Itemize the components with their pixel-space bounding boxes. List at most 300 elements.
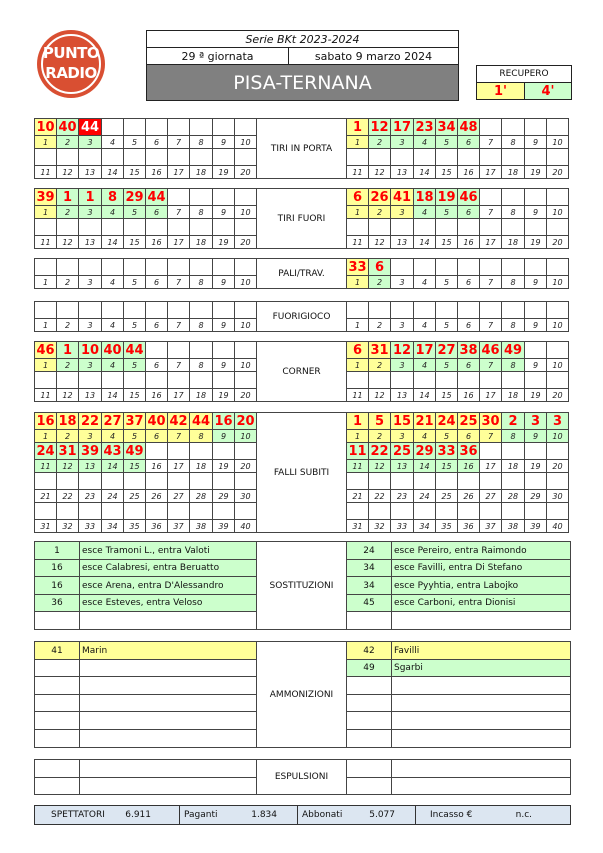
left-slot-number: 6: [145, 429, 168, 443]
right-slot-number: 15: [435, 459, 458, 473]
right-event-minute: [368, 301, 391, 319]
right-event-minute: 11: [346, 442, 369, 460]
left-slot-number: 11: [34, 459, 57, 473]
right-event-minute: [546, 371, 569, 389]
right-event-minute: [524, 118, 547, 136]
right-event-minute: [501, 371, 525, 389]
left-slot-number: 20: [234, 459, 257, 473]
left-slot-number: 8: [189, 135, 213, 149]
section-label: AMMONIZIONI: [256, 641, 347, 748]
left-slot-number: 5: [123, 358, 146, 372]
right-event-minute: 3: [524, 412, 547, 430]
left-event-text: [79, 777, 257, 795]
logo-line2: RADIO: [45, 64, 97, 82]
right-event-minute: [413, 502, 436, 520]
left-event-minute: [123, 371, 146, 389]
right-event-minute: [546, 341, 569, 359]
left-slot-number: 1: [34, 358, 57, 372]
right-event-minute: 25: [457, 412, 480, 430]
right-slot-number: 40: [546, 519, 569, 533]
right-slot-number: 6: [457, 275, 480, 289]
left-event-minute: [145, 502, 168, 520]
right-slot-number: 5: [435, 358, 458, 372]
right-slot-number: 29: [524, 489, 547, 503]
right-slot-number: 6: [457, 205, 480, 219]
right-slot-number: 9: [524, 135, 547, 149]
right-slot-number: 20: [546, 165, 569, 179]
right-event-minute: [413, 148, 436, 166]
right-slot-number: 9: [524, 275, 547, 289]
left-event-minute: [34, 371, 57, 389]
left-event-text: [79, 729, 257, 748]
right-event-minute: 12: [390, 341, 414, 359]
right-slot-number: 19: [524, 459, 547, 473]
right-event-minute: [479, 218, 502, 236]
right-slot-number: 1: [346, 135, 369, 149]
left-event-minute: [167, 218, 190, 236]
left-slot-number: 3: [78, 135, 102, 149]
right-event-minute: 26: [368, 188, 391, 206]
right-event-minute: [390, 218, 414, 236]
right-event-text: [391, 694, 571, 712]
right-event-minute: 33: [346, 258, 369, 276]
right-event-minute: [501, 148, 525, 166]
left-event-minute: 1: [56, 341, 79, 359]
right-slot-number: 5: [435, 429, 458, 443]
left-event-minute: [34, 676, 80, 695]
left-slot-number: 13: [78, 459, 102, 473]
left-event-minute: 46: [34, 341, 57, 359]
left-event-minute: [167, 148, 190, 166]
right-event-minute: [368, 371, 391, 389]
left-event-minute: [167, 301, 190, 319]
left-event-minute: [56, 502, 79, 520]
left-event-minute: [189, 218, 213, 236]
left-slot-number: 14: [101, 388, 124, 402]
right-slot-number: 7: [479, 135, 502, 149]
left-event-minute: [34, 777, 80, 795]
left-event-minute: [234, 341, 257, 359]
right-slot-number: 35: [435, 519, 458, 533]
right-event-minute: [546, 218, 569, 236]
right-event-minute: [457, 218, 480, 236]
left-event-minute: 27: [101, 412, 124, 430]
recupero-label: RECUPERO: [476, 65, 572, 83]
right-event-minute: 15: [390, 412, 414, 430]
right-event-minute: [479, 442, 502, 460]
left-slot-number: 10: [234, 318, 257, 332]
right-event-minute: 2: [501, 412, 525, 430]
left-slot-number: 9: [212, 275, 235, 289]
left-event-minute: 31: [56, 442, 79, 460]
left-slot-number: 12: [56, 235, 79, 249]
left-event-minute: [34, 148, 57, 166]
left-slot-number: 18: [189, 459, 213, 473]
left-event-minute: [145, 258, 168, 276]
right-event-minute: [501, 258, 525, 276]
right-slot-number: 1: [346, 358, 369, 372]
recupero-second-half: 4': [524, 82, 572, 100]
right-slot-number: 9: [524, 429, 547, 443]
left-slot-number: 35: [123, 519, 146, 533]
right-slot-number: 32: [368, 519, 391, 533]
right-event-minute: [501, 502, 525, 520]
right-event-minute: [546, 442, 569, 460]
left-event-minute: [123, 472, 146, 490]
left-slot-number: 20: [234, 165, 257, 179]
right-slot-number: 3: [390, 358, 414, 372]
left-slot-number: 17: [167, 388, 190, 402]
left-event-text: [79, 759, 257, 778]
left-slot-number: 5: [123, 135, 146, 149]
right-event-minute: [368, 218, 391, 236]
left-event-minute: [189, 258, 213, 276]
right-event-minute: [479, 148, 502, 166]
right-event-minute: 19: [435, 188, 458, 206]
right-event-text: Favilli: [391, 641, 571, 660]
left-event-text: [79, 694, 257, 712]
left-event-minute: 40: [56, 118, 79, 136]
left-slot-number: 6: [145, 275, 168, 289]
right-slot-number: 10: [546, 358, 569, 372]
right-event-minute: [435, 502, 458, 520]
right-slot-number: 39: [524, 519, 547, 533]
right-event-minute: [546, 258, 569, 276]
right-slot-number: 10: [546, 275, 569, 289]
right-event-minute: 29: [413, 442, 436, 460]
left-slot-number: 8: [189, 358, 213, 372]
right-slot-number: 10: [546, 429, 569, 443]
left-slot-number: 20: [234, 388, 257, 402]
left-event-minute: [78, 258, 102, 276]
right-slot-number: 12: [368, 459, 391, 473]
left-slot-number: 24: [101, 489, 124, 503]
left-event-minute: 16: [34, 576, 80, 595]
left-slot-number: 14: [101, 235, 124, 249]
left-slot-number: 1: [34, 205, 57, 219]
left-event-minute: [234, 118, 257, 136]
right-event-minute: [524, 341, 547, 359]
left-event-text: [79, 659, 257, 677]
right-slot-number: 11: [346, 235, 369, 249]
left-event-minute: [78, 472, 102, 490]
left-slot-number: 2: [56, 135, 79, 149]
right-event-minute: 23: [413, 118, 436, 136]
section-label: TIRI IN PORTA: [256, 118, 347, 179]
right-event-minute: 6: [346, 341, 369, 359]
right-event-minute: [346, 472, 369, 490]
section-label: PALI/TRAV.: [256, 258, 347, 289]
left-slot-number: 6: [145, 135, 168, 149]
right-event-minute: [346, 777, 392, 795]
right-event-minute: [390, 148, 414, 166]
left-slot-number: 2: [56, 318, 79, 332]
left-event-minute: [123, 502, 146, 520]
right-event-minute: [346, 729, 392, 748]
right-event-minute: [346, 502, 369, 520]
left-slot-number: 8: [189, 318, 213, 332]
abbonati-value: 5.077: [369, 810, 395, 820]
right-event-minute: [457, 148, 480, 166]
left-slot-number: 7: [167, 135, 190, 149]
left-slot-number: 15: [123, 165, 146, 179]
right-event-minute: [524, 502, 547, 520]
right-slot-number: 13: [390, 165, 414, 179]
left-slot-number: 33: [78, 519, 102, 533]
right-slot-number: 20: [546, 459, 569, 473]
right-event-minute: [435, 258, 458, 276]
right-slot-number: 19: [524, 165, 547, 179]
right-event-minute: [435, 371, 458, 389]
right-slot-number: 2: [368, 205, 391, 219]
left-slot-number: 8: [189, 205, 213, 219]
left-event-minute: [167, 502, 190, 520]
left-slot-number: 15: [123, 235, 146, 249]
left-event-minute: [234, 148, 257, 166]
right-event-text: [391, 676, 571, 695]
right-slot-number: 19: [524, 235, 547, 249]
right-slot-number: 17: [479, 235, 502, 249]
left-event-minute: [145, 341, 168, 359]
right-slot-number: 30: [546, 489, 569, 503]
right-event-minute: 38: [457, 341, 480, 359]
left-slot-number: 40: [234, 519, 257, 533]
right-slot-number: 1: [346, 275, 369, 289]
left-event-minute: [56, 371, 79, 389]
left-slot-number: 38: [189, 519, 213, 533]
right-event-minute: 42: [346, 641, 392, 660]
left-slot-number: 4: [101, 358, 124, 372]
left-event-minute: [234, 218, 257, 236]
right-slot-number: 14: [413, 165, 436, 179]
paganti-label: Paganti: [184, 810, 218, 820]
right-slot-number: 16: [457, 165, 480, 179]
right-slot-number: 11: [346, 165, 369, 179]
right-event-minute: [435, 148, 458, 166]
right-slot-number: 16: [457, 388, 480, 402]
incasso-label: Incasso €: [430, 810, 473, 820]
right-slot-number: 2: [368, 358, 391, 372]
right-slot-number: 15: [435, 165, 458, 179]
left-event-minute: [212, 341, 235, 359]
left-slot-number: 18: [189, 388, 213, 402]
right-slot-number: 21: [346, 489, 369, 503]
left-slot-number: 27: [167, 489, 190, 503]
left-slot-number: 9: [212, 135, 235, 149]
right-slot-number: 14: [413, 388, 436, 402]
right-event-text: [391, 611, 571, 630]
right-event-minute: [546, 472, 569, 490]
left-event-minute: [101, 371, 124, 389]
left-slot-number: 37: [167, 519, 190, 533]
left-slot-number: 1: [34, 275, 57, 289]
right-event-minute: 6: [346, 188, 369, 206]
left-event-minute: [212, 442, 235, 460]
left-event-text: esce Esteves, entra Veloso: [79, 594, 257, 612]
right-event-text: [391, 759, 571, 778]
right-slot-number: 3: [390, 318, 414, 332]
left-event-minute: [212, 188, 235, 206]
right-slot-number: 17: [479, 459, 502, 473]
right-slot-number: 15: [435, 235, 458, 249]
right-slot-number: 36: [457, 519, 480, 533]
right-event-minute: [390, 472, 414, 490]
right-event-minute: [524, 148, 547, 166]
left-slot-number: 4: [101, 318, 124, 332]
left-slot-number: 10: [234, 135, 257, 149]
right-event-minute: [346, 148, 369, 166]
left-slot-number: 22: [56, 489, 79, 503]
left-slot-number: 25: [123, 489, 146, 503]
right-event-minute: 41: [390, 188, 414, 206]
round: 29 ª giornata: [146, 47, 289, 65]
right-event-minute: [368, 472, 391, 490]
right-slot-number: 1: [346, 205, 369, 219]
left-event-minute: 39: [78, 442, 102, 460]
right-event-minute: [390, 502, 414, 520]
right-slot-number: 4: [413, 275, 436, 289]
right-slot-number: 27: [479, 489, 502, 503]
left-slot-number: 23: [78, 489, 102, 503]
right-event-minute: 17: [390, 118, 414, 136]
right-event-minute: 12: [368, 118, 391, 136]
right-event-minute: [457, 371, 480, 389]
left-event-minute: [34, 729, 80, 748]
left-event-text: esce Calabresi, entra Beruatto: [79, 559, 257, 577]
right-event-minute: [479, 258, 502, 276]
right-slot-number: 8: [501, 135, 525, 149]
right-event-text: [391, 777, 571, 795]
left-slot-number: 10: [234, 429, 257, 443]
left-slot-number: 4: [101, 275, 124, 289]
left-slot-number: 15: [123, 459, 146, 473]
left-slot-number: 9: [212, 205, 235, 219]
right-event-minute: [479, 301, 502, 319]
right-event-text: [391, 729, 571, 748]
right-slot-number: 2: [368, 135, 391, 149]
left-event-minute: [189, 502, 213, 520]
left-slot-number: 10: [234, 205, 257, 219]
left-event-minute: [167, 118, 190, 136]
left-event-minute: [145, 371, 168, 389]
match-title: PISA-TERNANA: [146, 64, 459, 101]
section-label: FUORIGIOCO: [256, 301, 347, 332]
left-event-minute: [34, 472, 57, 490]
left-event-text: [79, 611, 257, 630]
left-event-minute: [167, 442, 190, 460]
right-event-text: [391, 711, 571, 730]
left-event-minute: [123, 148, 146, 166]
left-slot-number: 6: [145, 358, 168, 372]
right-slot-number: 16: [457, 235, 480, 249]
right-slot-number: 20: [546, 388, 569, 402]
right-slot-number: 13: [390, 388, 414, 402]
right-event-minute: [524, 442, 547, 460]
left-event-minute: [212, 258, 235, 276]
left-event-minute: [212, 301, 235, 319]
right-event-minute: [546, 148, 569, 166]
left-slot-number: 29: [212, 489, 235, 503]
left-slot-number: 16: [145, 459, 168, 473]
spettatori-label: SPETTATORI: [51, 810, 105, 820]
left-event-minute: [145, 442, 168, 460]
left-slot-number: 19: [212, 388, 235, 402]
right-slot-number: 3: [390, 135, 414, 149]
left-event-minute: [34, 502, 57, 520]
right-event-minute: [413, 218, 436, 236]
right-slot-number: 31: [346, 519, 369, 533]
attendance-bar: [34, 805, 571, 825]
left-slot-number: 18: [189, 165, 213, 179]
left-event-minute: 18: [56, 412, 79, 430]
right-slot-number: 9: [524, 318, 547, 332]
left-event-minute: 10: [34, 118, 57, 136]
left-slot-number: 19: [212, 165, 235, 179]
left-slot-number: 14: [101, 459, 124, 473]
left-event-minute: 10: [78, 341, 102, 359]
right-slot-number: 1: [346, 429, 369, 443]
left-slot-number: 17: [167, 165, 190, 179]
right-slot-number: 3: [390, 429, 414, 443]
left-slot-number: 3: [78, 358, 102, 372]
right-event-minute: [546, 502, 569, 520]
right-slot-number: 14: [413, 459, 436, 473]
right-event-minute: [346, 218, 369, 236]
right-slot-number: 9: [524, 205, 547, 219]
left-event-minute: [101, 258, 124, 276]
left-slot-number: 30: [234, 489, 257, 503]
right-slot-number: 6: [457, 135, 480, 149]
right-slot-number: 8: [501, 429, 525, 443]
right-event-minute: [524, 301, 547, 319]
left-slot-number: 15: [123, 388, 146, 402]
left-event-minute: [78, 218, 102, 236]
right-slot-number: 13: [390, 459, 414, 473]
right-event-minute: [546, 301, 569, 319]
left-slot-number: 3: [78, 275, 102, 289]
left-slot-number: 34: [101, 519, 124, 533]
right-event-minute: [501, 442, 525, 460]
right-event-minute: [546, 118, 569, 136]
left-event-minute: [189, 472, 213, 490]
left-slot-number: 16: [145, 165, 168, 179]
left-slot-number: 1: [34, 318, 57, 332]
left-event-minute: [34, 611, 80, 630]
right-slot-number: 18: [501, 459, 525, 473]
left-event-minute: [78, 371, 102, 389]
right-event-minute: [457, 301, 480, 319]
left-event-minute: [167, 371, 190, 389]
league-title: Serie BKt 2023-2024: [146, 30, 459, 48]
left-event-text: [79, 711, 257, 730]
right-event-minute: [546, 188, 569, 206]
right-event-minute: 1: [346, 118, 369, 136]
left-event-minute: [234, 258, 257, 276]
left-event-minute: 16: [212, 412, 235, 430]
left-event-minute: [212, 502, 235, 520]
left-event-minute: [101, 218, 124, 236]
right-event-minute: 25: [390, 442, 414, 460]
right-slot-number: 1: [346, 318, 369, 332]
left-slot-number: 10: [234, 358, 257, 372]
right-event-text: esce Carboni, entra Dionisi: [391, 594, 571, 612]
right-event-minute: [479, 118, 502, 136]
right-slot-number: 4: [413, 205, 436, 219]
left-slot-number: 17: [167, 459, 190, 473]
left-event-minute: [212, 218, 235, 236]
right-event-minute: [501, 188, 525, 206]
left-slot-number: 11: [34, 388, 57, 402]
